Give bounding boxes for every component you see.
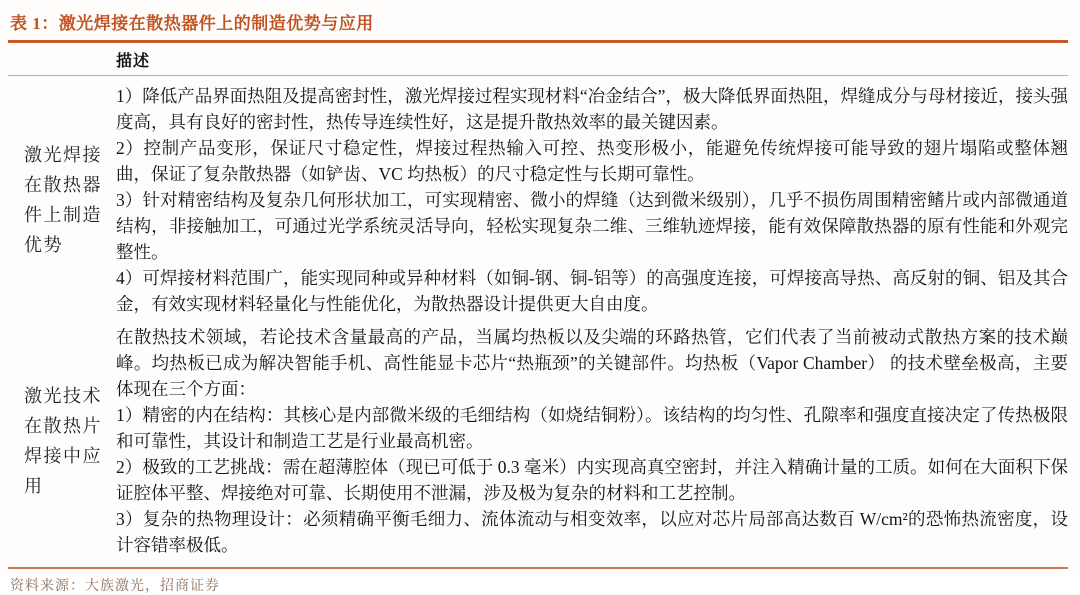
advantage-point-4: 4）可焊接材料范围广，能实现同种或异种材料（如铜-钢、铜-铝等）的高强度连接，可焊接高导热、高反射的铜、铝及其合金，有效实现材料轻量化与性能优化，为散热器设计提供更大自由度。	[116, 268, 1068, 314]
row-label-advantages: 激光焊接在散热器件上制造优势	[24, 145, 102, 255]
row-content-applications	[116, 324, 1068, 558]
advantage-point-1: 1）降低产品界面热阻及提高密封性，激光焊接过程实现材料“冶金结合”，极大降低界面热阻，焊缝成分与母材接近，接头强度高，具有良好的密封性，热传导连续性好，这是提升散热效率的最关键因素。	[116, 86, 1068, 132]
application-point-3: 3）复杂的热物理设计：必须精确平衡毛细力、流体流动与相变效率，以应对芯片局部高达数百 W/cm²的恐怖热流密度，设计容错率极低。	[116, 509, 1068, 555]
application-point-1: 1）精密的内在结构：其核心是内部微米级的毛细结构（如烧结铜粉）。该结构的均匀性、孔隙率和强度直接决定了传热极限和可靠性，其设计和制造工艺是行业最高机密。	[116, 405, 1068, 451]
advantage-point-2: 2）控制产品变形，保证尺寸稳定性，焊接过程热输入可控、热变形极小，能避免传统焊接可能导致的翅片塌陷或整体翘曲，保证了复杂散热器（如铲齿、VC 均热板）的尺寸稳定性与长期可靠性。	[116, 138, 1068, 184]
source-note: 资料来源：大族激光，招商证券	[10, 579, 220, 594]
table-header-row	[8, 43, 1068, 75]
table-row-applications	[8, 317, 1068, 558]
table-row-advantages	[8, 76, 1068, 317]
header-label-spacer	[8, 43, 116, 75]
column-header-description: 描述	[116, 53, 151, 70]
application-intro: 在散热技术领域，若论技术含量最高的产品，当属均热板以及尖端的环路热管，它们代表了当前被动式散热方案的技术巅峰。均热板已成为解决智能手机、高性能显卡芯片“热瓶颈”的关键部件。均热板（Vapor Chamber） 的技术壁垒极高，主要体现在三个方面：	[116, 327, 1068, 399]
application-point-2: 2）极致的工艺挑战：需在超薄腔体（现已可低于 0.3 毫米）内实现高真空密封，并注入精确计量的工质。如何在大面积下保证腔体平整、焊接绝对可靠、长期使用不泄漏，涉及极为复杂的材料和工艺控制。	[116, 457, 1068, 503]
row-content-advantages	[116, 83, 1068, 317]
advantage-point-3: 3）针对精密结构及复杂几何形状加工，可实现精密、微小的焊缝（达到微米级别），几乎不损伤周围精密鳍片或内部微通道结构，非接触加工，可通过光学系统灵活导向，轻松实现复杂二维、三维轨迹焊接，能有效保障散热器的原有性能和外观完整性。	[116, 190, 1068, 262]
row-label-applications: 激光技术在散热片焊接中应用	[24, 386, 102, 496]
table-title: 表 1：激光焊接在散热器件上的制造优势与应用	[10, 14, 374, 33]
